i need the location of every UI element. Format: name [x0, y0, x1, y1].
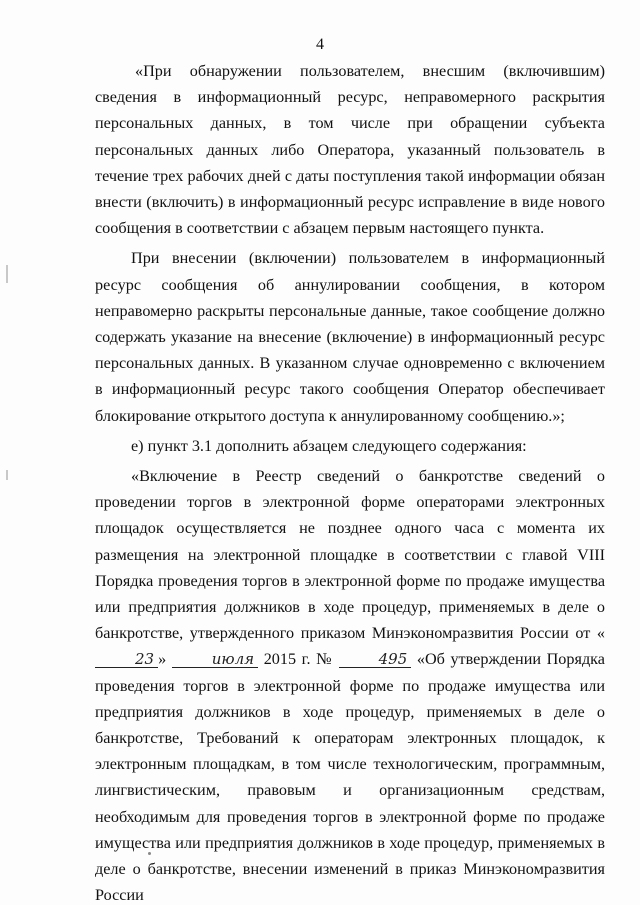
- paragraph-trading-registry: [95, 463, 605, 908]
- paragraph-text: 2015 г. №: [258, 650, 334, 669]
- paragraph-amendment-3-1: е) пункт 3.1 дополнить абзацем следующего содержания:: [131, 436, 527, 455]
- page-number: 4: [316, 36, 324, 53]
- handwritten-order-number: 495: [339, 651, 412, 668]
- paragraph-text: «Об утверждении Порядка проведения торгов в электронной форме по продаже имущества или предприятия должников в ходе процедур, применяемых в деле о банкротстве, Требований к операторам электронных площадок, к электронным площадкам, в том числе технологическим, программным, лингвистическим, правовым и организационным средствам, необходимым для проведения торгов в электронной форме по продаже имущества или предприятия должников в ходе процедур, применяемых в деле о банкротстве, внесении изменений в приказ Минэкономразвития России: [95, 650, 605, 905]
- paragraph-text: «Включение в Реестр сведений о банкротстве сведений о проведении торгов в электронной форме операторами электронных площадок осуществляется не позднее одного часа с момента их размещения на электронной площадке в соответствии с главой VIII Порядка проведения торгов в электронной форме по продаже имущества или предприятия должников в ходе процедур, применяемых в деле о банкротстве, утвержденного приказом Минэкономразвития России от «: [95, 467, 605, 643]
- handwritten-day: 23: [95, 651, 158, 668]
- paragraph-text: »: [158, 650, 167, 669]
- scan-margin-mark: [6, 470, 8, 480]
- paragraph-breach-notification: «При обнаружении пользователем, внесшим (включившим) сведения в информационный ресурс, неправомерного раскрытия персональных данных, в том числе при обращении субъекта персональных данных либо Оператора, указанный пользователь в течение трех рабочих дней с даты поступления такой информации обязан внести (включить) в информационный ресурс исправление в виде нового сообщения в соответствии с абзацем первым настоящего пункта.: [95, 62, 605, 238]
- scan-speck: [148, 852, 151, 855]
- document-body: [95, 58, 605, 913]
- handwritten-month: июля: [172, 651, 258, 668]
- scan-margin-mark: [6, 265, 8, 283]
- paragraph-annulment-message: При внесении (включении) пользователем в информационный ресурс сообщения об аннулировании сообщения, в котором неправомерно раскрыты персональные данные, такое сообщение должно содержать указание на внесение (включение) в информационный ресурс персональных данных. В указанном случае одновременно с включением в информационный ресурс такого сообщения Оператор обеспечивает блокирование открытого доступа к аннулированному сообщению.»;: [95, 249, 605, 425]
